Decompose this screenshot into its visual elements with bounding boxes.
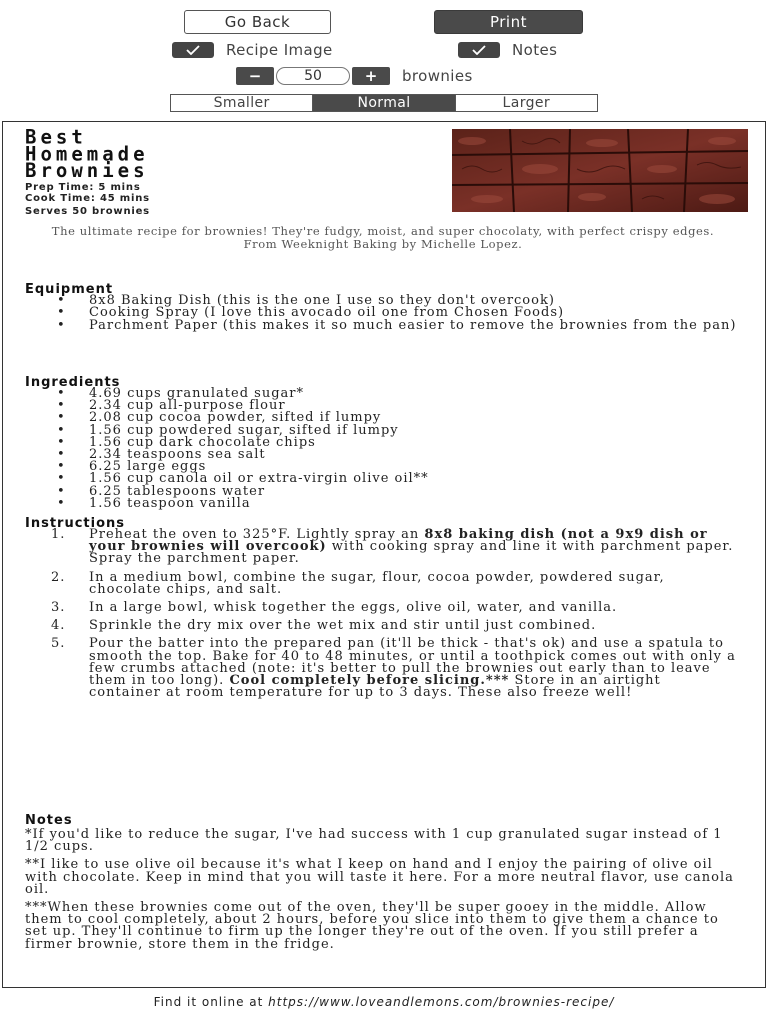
recipe-image-label: Recipe Image	[226, 41, 333, 59]
note-paragraph: ***When these brownies come out of the oven, they'll be super gooey in the middle. Allow them to cool completely, about 2 hours, before you slice into them to give them a chance to set up. They'll continue to firm up the longer they're out of the oven. If you still prefer a firmer brownie, store them in the fridge.	[25, 900, 719, 952]
servings-input[interactable]: 50	[276, 67, 350, 85]
step-text: Preheat the oven to 325°F. Lightly spray an	[89, 527, 425, 542]
note-paragraph: *If you'd like to reduce the sugar, I've had success with 1 cup granulated sugar instead of 1 1/2 cups.	[25, 827, 723, 855]
notes-toggle[interactable]	[458, 40, 557, 60]
step-text: In a large bowl, whisk together the eggs, olive oil, water, and vanilla.	[89, 600, 618, 616]
step-text: Pour the batter into the prepared pan (it'll be thick - that's ok) and use a spatula to smooth the top. Bake for 40 to 48 minutes, or until a toothpick comes out with only a few crumbs attached (note: it's better to pull the brownies out early than to leave them in too long).	[89, 636, 736, 689]
recipe-image-toggle[interactable]	[172, 40, 333, 60]
checkmark-icon	[472, 45, 486, 55]
note-paragraph: **I like to use olive oil because it's what I keep on hand and I enjoy the pairing of olive oil with chocolate. Keep in mind that you will taste it here. For a more neutral flavor, use canola oil.	[25, 857, 734, 897]
title-line: Homemade	[25, 142, 149, 166]
go-back-button[interactable]: Go Back	[184, 10, 331, 34]
size-larger-button[interactable]: Larger	[502, 95, 551, 111]
notes-heading: Notes	[25, 813, 73, 828]
step-number: 2.	[51, 569, 66, 585]
ingredients-heading: Ingredients	[25, 375, 121, 390]
cook-time: Cook Time: 45 mins	[25, 193, 150, 204]
step-number: 1.	[51, 527, 66, 542]
equipment-list	[25, 295, 737, 332]
brownies-image	[452, 129, 748, 212]
notes-checkbox[interactable]	[458, 42, 500, 58]
list-item: • 2.34 teaspoons sea salt	[25, 449, 737, 461]
recipe-title	[25, 125, 149, 183]
print-controls	[0, 0, 768, 118]
recipe-image-checkbox[interactable]	[172, 42, 214, 58]
instructions-list	[25, 529, 737, 705]
list-item: • Cooking Spray (I love this avocado oil one from Chosen Foods)	[25, 307, 737, 319]
recipe-summary: The ultimate recipe for brownies! They're fudgy, moist, and super chocolaty, with perfect crispy edges. From Weeknight Baking by Michelle Lopez.	[51, 224, 715, 251]
list-item: • Parchment Paper (this makes it so much easier to remove the brownies from the pan)	[25, 320, 737, 332]
step-number: 5.	[51, 636, 66, 652]
instruction-step	[25, 638, 737, 699]
step-emphasis: Cool completely before slicing.***	[229, 673, 510, 689]
step-text: Sprinkle the dry mix over the wet mix and stir until just combined.	[89, 618, 597, 634]
list-item: • 1.56 cup powdered sugar, sifted if lumpy	[25, 425, 737, 437]
list-item: • 1.56 teaspoon vanilla	[25, 498, 737, 510]
footer-prefix: Find it online at	[153, 995, 269, 1009]
step-text: Store in an airtight container at room temperature for up to 3 days. These also freeze well!	[89, 673, 661, 701]
title-line: Best	[25, 125, 87, 149]
list-item: • 2.08 cup cocoa powder, sifted if lumpy	[25, 412, 737, 424]
print-button[interactable]: Print	[434, 10, 583, 34]
step-number: 4.	[51, 618, 66, 634]
list-item: • 8x8 Baking Dish (this is the one I use so they don't overcook)	[25, 295, 737, 307]
servings-unit-label: brownies	[402, 67, 473, 85]
servings-stepper	[236, 66, 473, 86]
instruction-step	[25, 620, 737, 632]
instruction-step	[25, 569, 737, 597]
source-footer	[0, 996, 768, 1008]
servings: Serves 50 brownies	[25, 206, 150, 217]
list-item: • 1.56 cup canola oil or extra-virgin olive oil**	[25, 473, 737, 485]
list-item: • 6.25 large eggs	[25, 461, 737, 473]
instruction-step	[25, 529, 737, 566]
source-link[interactable]: https://www.loveandlemons.com/brownies-recipe/	[268, 995, 615, 1009]
notes-label: Notes	[512, 41, 558, 59]
increment-button[interactable]: +	[352, 67, 390, 85]
equipment-heading: Equipment	[25, 282, 114, 297]
text-size-selector	[170, 94, 598, 112]
step-text: In a medium bowl, combine the sugar, flour, cocoa powder, powdered sugar, chocolate chips, and salt.	[89, 569, 665, 597]
recipe-meta	[25, 182, 150, 217]
decrement-button[interactable]: −	[236, 67, 274, 85]
recipe-photo	[452, 129, 748, 212]
title-line: Brownies	[25, 159, 149, 183]
list-item: • 6.25 tablespoons water	[25, 486, 737, 498]
notes-section	[25, 814, 737, 957]
instruction-step	[25, 602, 737, 614]
recipe-card	[2, 121, 766, 988]
step-emphasis: 8x8 baking dish (not a 9x9 dish or your brownies will overcook)	[89, 527, 708, 555]
list-item: • 4.69 cups granulated sugar*	[25, 388, 737, 400]
list-item: • 1.56 cup dark chocolate chips	[25, 437, 737, 449]
ingredients-list	[25, 388, 737, 510]
step-number: 3.	[51, 600, 66, 616]
checkmark-icon	[186, 45, 200, 55]
size-normal-button[interactable]: Normal	[313, 95, 455, 111]
size-smaller-button[interactable]: Smaller	[171, 95, 313, 111]
list-item: • 2.34 cup all-purpose flour	[25, 400, 737, 412]
prep-time: Prep Time: 5 mins	[25, 182, 141, 193]
step-text: with cooking spray and line it with parchment paper. Spray the parchment paper.	[89, 539, 734, 567]
instructions-heading: Instructions	[25, 516, 126, 531]
